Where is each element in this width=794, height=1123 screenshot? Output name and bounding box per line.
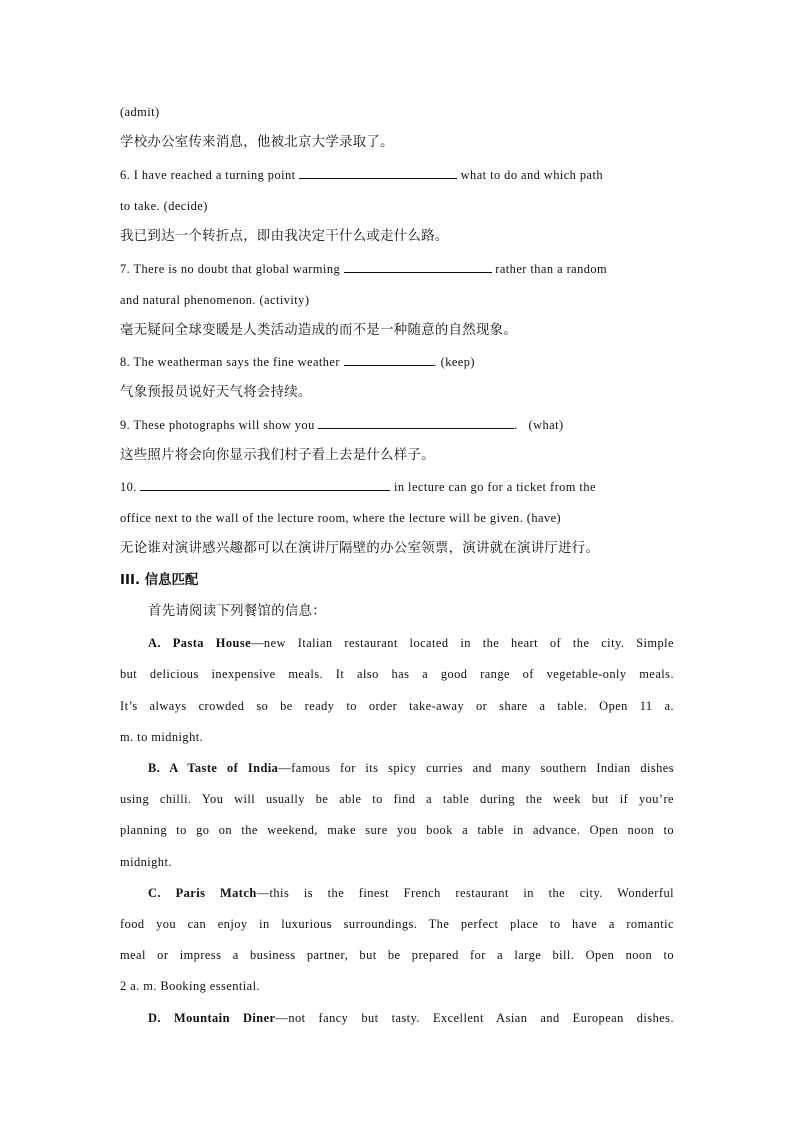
q7-line2: and natural phenomenon. (activity)	[120, 293, 310, 307]
section-heading: III. 信息匹配	[120, 573, 199, 588]
restaurant-b-text1: —famous for its spicy curries and many southern Indian dishes	[278, 761, 675, 775]
q6-answer-blank[interactable]	[299, 167, 457, 179]
q10-translation: 无论谁对演讲感兴趣都可以在演讲厅隔壁的办公室领票，演讲就在演讲厅进行。	[120, 541, 600, 556]
q8-text-b: . (keep)	[433, 355, 475, 369]
restaurant-a-line2: but delicious inexpensive meals. It also has a good range of vegetable-only meals.	[120, 667, 674, 681]
restaurant-d-name: D. Mountain Diner	[148, 1011, 276, 1025]
restaurant-c-line1	[148, 885, 674, 901]
restaurant-b-line2: using chilli. You will usually be able to find a table during the week but if you’re	[120, 792, 674, 806]
q5-translation: 学校办公室传来消息，他被北京大学录取了。	[120, 135, 394, 150]
q10-line1	[120, 479, 674, 495]
section-intro: 首先请阅读下列餐馆的信息：	[148, 604, 326, 619]
q7-translation: 毫无疑问全球变暖是人类活动造成的而不是一种随意的自然现象。	[120, 323, 518, 338]
q9-translation: 这些照片将会向你显示我们村子看上去是什么样子。	[120, 448, 435, 463]
restaurant-b-line4: midnight.	[120, 855, 172, 869]
restaurant-c-name: C. Paris Match	[148, 886, 257, 900]
q9-text-a: 9. These photographs will show you	[120, 418, 315, 432]
restaurant-a-name: A. Pasta House	[148, 636, 252, 650]
q6-line1	[120, 167, 674, 183]
restaurant-b-name: B. A Taste of India	[148, 761, 279, 775]
q9-hint: (what)	[528, 418, 564, 432]
restaurant-d-line1	[148, 1010, 674, 1026]
restaurant-c-line3: meal or impress a business partner, but be prepared for a large bill. Open noon to	[120, 948, 674, 962]
q6-translation: 我已到达一个转折点，即由我决定干什么或走什么路。	[120, 229, 449, 244]
q7-line1	[120, 261, 674, 277]
q5-hint: (admit)	[120, 105, 160, 119]
q8-text-a: 8. The weatherman says the fine weather	[120, 355, 340, 369]
q10-text-a: 10.	[120, 480, 137, 494]
restaurant-b-line3: planning to go on the weekend, make sure you book a table in advance. Open noon to	[120, 823, 674, 837]
q10-answer-blank[interactable]	[140, 479, 390, 491]
restaurant-a-line4: m. to midnight.	[120, 730, 204, 744]
q8-line1	[120, 354, 674, 370]
restaurant-a-text1: —new Italian restaurant located in the heart of the city. Simple	[251, 636, 675, 650]
q9-text-b: .	[514, 418, 518, 432]
restaurant-c-line2: food you can enjoy in luxurious surroundings. The perfect place to have a romantic	[120, 917, 674, 931]
q6-text-a: 6. I have reached a turning point	[120, 168, 296, 182]
restaurant-b-line1	[148, 760, 674, 776]
q8-translation: 气象预报员说好天气将会持续。	[120, 385, 312, 400]
restaurant-a-line3: It’s always crowded so be ready to order take-away or share a table. Open 11 a.	[120, 699, 674, 713]
q10-text-b: in lecture can go for a ticket from the	[393, 480, 596, 494]
q6-line2: to take. (decide)	[120, 199, 208, 213]
q10-line2: office next to the wall of the lecture room, where the lecture will be given. (have)	[120, 511, 562, 525]
q6-text-b: what to do and which path	[460, 168, 604, 182]
restaurant-c-text1: —this is the finest French restaurant in the city. Wonderful	[256, 886, 674, 900]
q7-text-b: rather than a random	[495, 262, 608, 276]
restaurant-c-line4: 2 a. m. Booking essential.	[120, 979, 261, 993]
q7-answer-blank[interactable]	[344, 261, 492, 273]
q8-answer-blank[interactable]	[344, 354, 434, 366]
restaurant-a-line1	[148, 635, 674, 651]
q9-answer-blank[interactable]	[318, 417, 514, 429]
restaurant-d-text1: —not fancy but tasty. Excellent Asian and European dishes.	[275, 1011, 674, 1025]
q7-text-a: 7. There is no doubt that global warming	[120, 262, 341, 276]
q9-line1	[120, 417, 674, 433]
